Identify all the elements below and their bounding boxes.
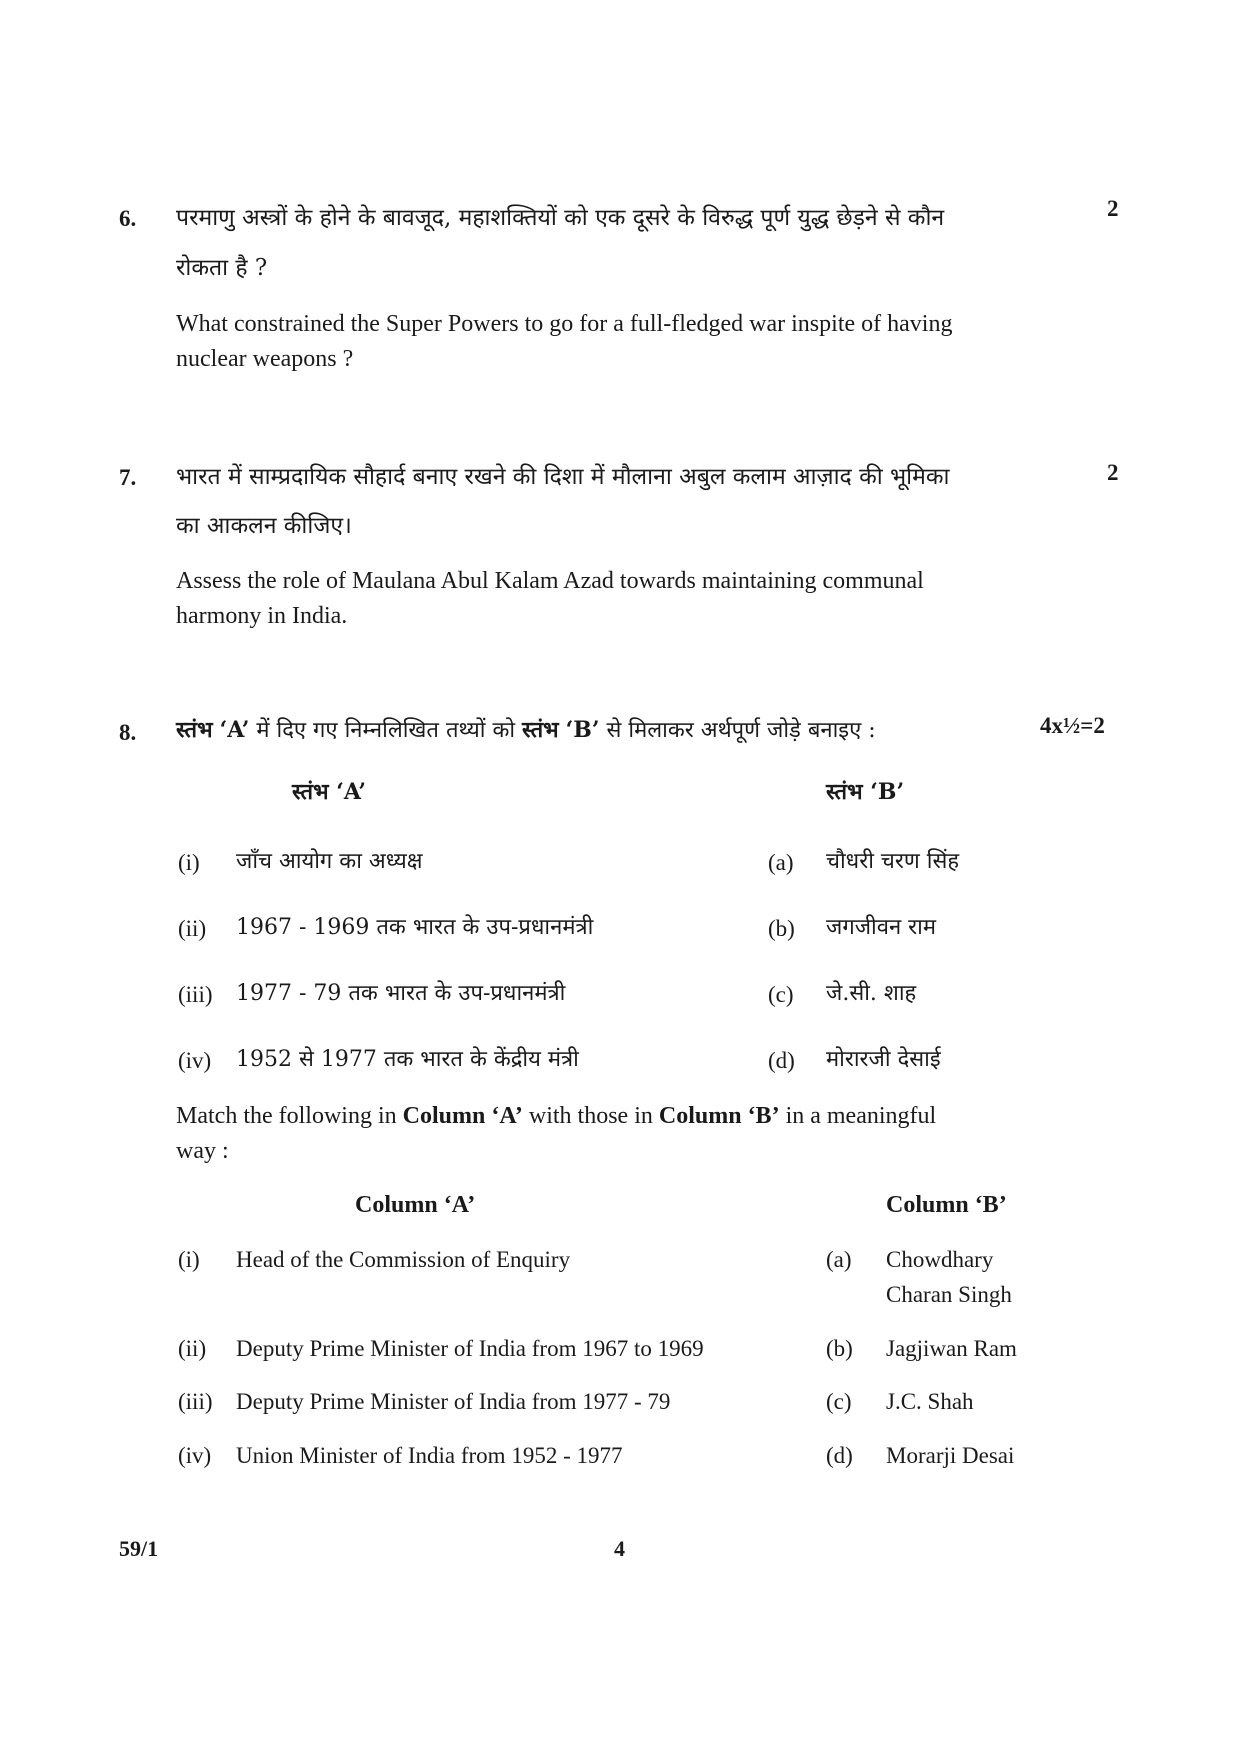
q8-english-row3-a: Deputy Prime Minister of India from 1977 - 79	[236, 1389, 671, 1414]
q8-english-row3-roman: (iii)	[178, 1389, 213, 1414]
q8-hindi-intro	[176, 712, 876, 749]
q8-english-row1-a: Head of the Commission of Enquiry	[236, 1247, 571, 1272]
q8-english-row1-letter: (a)	[826, 1247, 852, 1272]
q8-english-row2-b1: Jagjiwan Ram	[886, 1336, 1017, 1361]
q8-english-col-a-header: Column ‘A’	[355, 1192, 476, 1218]
q8-hindi-row1-roman: (i)	[178, 850, 200, 875]
q7-hindi-line1: भारत में साम्प्रदायिक सौहार्द बनाए रखने की दिशा में मौलाना अबुल कलाम आज़ाद की भूमिका	[176, 464, 950, 490]
q8-english-intro-part2: with those in	[528, 1103, 653, 1129]
q7-number: 7.	[119, 465, 137, 490]
q8-hindi-row4-roman: (iv)	[178, 1048, 212, 1073]
q8-hindi-row3-roman: (iii)	[178, 982, 213, 1007]
q8-hindi-row2-a: 1967 - 1969 तक भारत के उप-प्रधानमंत्री	[236, 915, 594, 940]
q8-hindi-col-word-1: स्तंभ	[176, 717, 213, 743]
q8-hindi-row2-b: जगजीवन राम	[826, 915, 937, 940]
footer-page-number: 4	[614, 1536, 625, 1561]
q6-english-line1: What constrained the Super Powers to go for a full-fledged war inspite of having	[176, 311, 953, 337]
q8-english-intro-part3: in a meaningful	[785, 1103, 937, 1129]
q8-english-intro-line2: way :	[176, 1138, 229, 1164]
q8-english-row1-b1: Chowdhary	[886, 1247, 994, 1272]
q6-english-line2: nuclear weapons ?	[176, 346, 354, 372]
q8-hindi-row1-letter: (a)	[768, 850, 794, 875]
q7-hindi-line2: का आकलन कीजिए।	[176, 513, 352, 539]
q8-english-row2-a: Deputy Prime Minister of India from 1967 to 1969	[236, 1336, 704, 1361]
q7-english-line1: Assess the role of Maulana Abul Kalam Azad towards maintaining communal	[176, 568, 924, 594]
q8-hindi-col-word-2: स्तंभ	[522, 717, 559, 743]
q8-hindi-row4-b: मोरारजी देसाई	[826, 1047, 941, 1072]
q8-english-intro	[176, 1099, 936, 1134]
q7-marks: 2	[1107, 460, 1119, 485]
q8-english-intro-part1: Match the following in	[176, 1103, 397, 1129]
q8-hindi-row4-a: 1952 से 1977 तक भारत के केंद्रीय मंत्री	[236, 1047, 579, 1072]
q8-english-intro-col-b: Column ‘B’	[658, 1103, 780, 1129]
q8-english-row1-roman: (i)	[178, 1247, 200, 1272]
q8-english-row4-letter: (d)	[826, 1443, 853, 1468]
q8-english-row3-b1: J.C. Shah	[886, 1389, 974, 1414]
q7-english-line2: harmony in India.	[176, 603, 348, 629]
q6-hindi-line2: रोकता है ?	[176, 255, 268, 281]
footer-paper-code: 59/1	[119, 1536, 159, 1561]
q8-hindi-row1-a: जाँच आयोग का अध्यक्ष	[236, 849, 423, 874]
q8-hindi-row1-b: चौधरी चरण सिंह	[826, 849, 960, 874]
q8-english-row2-roman: (ii)	[178, 1336, 207, 1361]
q8-hindi-col-b-mark: ‘B’	[565, 717, 600, 743]
q6-marks: 2	[1107, 196, 1119, 221]
q8-number: 8.	[119, 720, 137, 745]
q6-number: 6.	[119, 206, 137, 231]
q6-hindi-line1: परमाणु अस्त्रों के होने के बावजूद, महाशक्तियों को एक दूसरे के विरुद्ध पूर्ण युद्ध छेड़ने से कौन	[176, 205, 945, 231]
q8-english-col-b-header: Column ‘B’	[886, 1192, 1007, 1218]
q8-hindi-row2-roman: (ii)	[178, 916, 207, 941]
q8-hindi-row3-b: जे.सी. शाह	[826, 981, 917, 1006]
q8-english-row2-letter: (b)	[826, 1336, 853, 1361]
q8-english-intro-col-a: Column ‘A’	[402, 1103, 523, 1129]
q8-english-row1-b2: Charan Singh	[886, 1282, 1012, 1307]
q8-hindi-row2-letter: (b)	[768, 916, 795, 941]
q8-hindi-col-a-header: स्तंभ ‘A’	[292, 779, 367, 805]
q8-english-row3-letter: (c)	[826, 1389, 852, 1414]
q8-hindi-row4-letter: (d)	[768, 1048, 795, 1073]
q8-english-row4-a: Union Minister of India from 1952 - 1977	[236, 1443, 623, 1468]
q8-hindi-row3-a: 1977 - 79 तक भारत के उप-प्रधानमंत्री	[236, 981, 566, 1006]
q8-hindi-intro-end: से मिलाकर अर्थपूर्ण जोड़े बनाइए :	[606, 718, 876, 743]
q8-hindi-col-b-header: स्तंभ ‘B’	[826, 779, 905, 805]
q8-hindi-col-a-mark: ‘A’	[219, 717, 250, 743]
q8-english-row4-b1: Morarji Desai	[886, 1443, 1015, 1468]
q8-hindi-row3-letter: (c)	[768, 982, 794, 1007]
q8-english-row4-roman: (iv)	[178, 1443, 212, 1468]
q8-hindi-intro-mid: में दिए गए निम्नलिखित तथ्यों को	[256, 718, 516, 743]
q8-marks: 4x½=2	[1040, 713, 1105, 738]
